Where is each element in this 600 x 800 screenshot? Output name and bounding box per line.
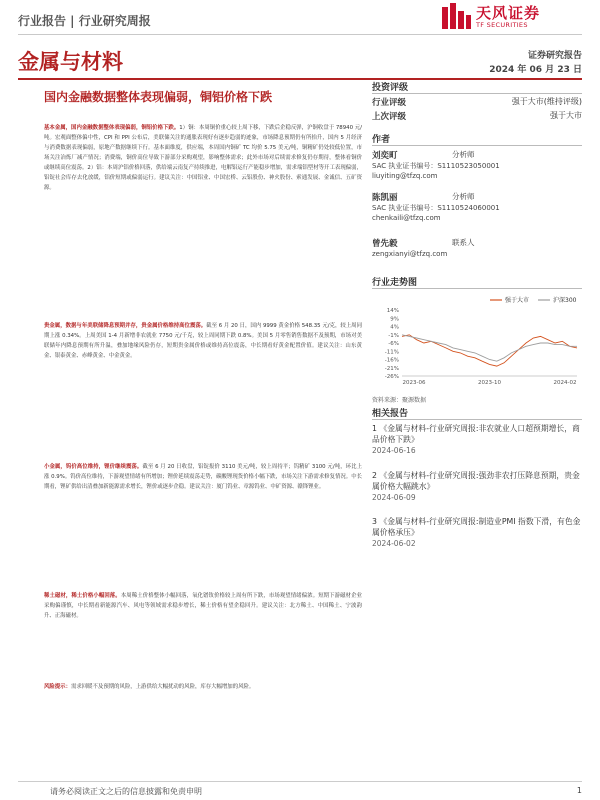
- paragraph-rare-earth: [44, 591, 362, 621]
- trend-section-title: 行业走势图: [372, 278, 418, 288]
- report-date: 2024 年 06 月 23 日: [489, 65, 582, 75]
- author-role: 分析师: [452, 150, 475, 159]
- page-number: 1: [576, 786, 582, 795]
- authors-section-title: 作者: [372, 135, 391, 145]
- related-report-title[interactable]: 2 《金属与材料-行业研究周报:强劲非农打压降息预期，贵金属价格大幅跳水》: [372, 471, 580, 491]
- paragraph-precious-metals: [44, 321, 362, 361]
- brand-name: 天风证券: [476, 4, 541, 22]
- section-divider: [372, 288, 582, 289]
- legend-label: 沪深300: [553, 297, 577, 304]
- footer-divider: [18, 781, 582, 782]
- y-tick-label: 4%: [390, 324, 399, 331]
- paragraph-text: 1）铜：本周铜价重心较上周下移，下跌后企稳反弹，沪铜收盘于 78940 元/吨。宏观面整体偏中性，CPI 和 PPI 公布后，美联储关注的通胀表现好有逐步趋弱的迹象，市场降息预期仍有所抬升，国内 5 月经济与消费数据表现偏弱，原地产数据继续下行。基本面维度，供应端，本周国内铜矿 TC 均价 5.75 美元/吨，铜精矿仍处较低位置，市场关注冶炼厂减产情况；消费端，铜价高位导致下游部分采购观望，影响整体需求；此外市场对后续需求修复仍存期待，整体看铜价或继续高位震荡。2）铝：本周沪铝价格回落，供给端云南复产持续推进，电解铝运行产能稳步增加，需求端铝型材等开工表现偏弱，铝锭社会库存去化放缓，铝价短期或偏弱运行。建议关注：中国铝业、中国宏桥、云铝股份、神火股份、索通发展、金诚信、五矿资源。: [44, 125, 362, 191]
- report-type: 证券研究报告: [527, 51, 582, 61]
- paragraph-text: 本周稀土价格整体小幅回落，氧化镨钕价格较上周有所下跌，市场观望情绪偏浓。短期下游磁材企业采购偏谨慎，中长期看新能源汽车、风电等领域需求稳步增长，稀土价格有望企稳回升。建议关注：北方稀土、中国稀土、宁波韵升、正海磁材。: [44, 593, 362, 619]
- series-line: [402, 335, 577, 361]
- header-divider: [18, 34, 582, 35]
- related-report-item[interactable]: [372, 423, 582, 456]
- x-tick-label: 2023-06: [402, 380, 426, 386]
- paragraph-lead: 小金属，钨价高位维持，锂价继续震荡。: [44, 464, 143, 470]
- paragraph-text: 截至 6 月 20 日收盘，铝锭报价 3110 美元/吨，较上周持平；钨精矿 3100 元/吨，环比上涨 0.9%。钨价高位维持，下游观望情绪有所增加；锂价延续震荡走势，碳酸锂现货价格小幅下跌，市场关注下游需求修复情况。中长期看，锂矿供给出清叠加新能源需求增长，锂价或逐步企稳。建议关注：厦门钨业、章源钨业、中矿资源、赣锋锂业。: [44, 464, 362, 490]
- tf-logo-icon: [440, 3, 472, 31]
- y-tick-label: -16%: [384, 357, 399, 364]
- related-report-title[interactable]: 3 《金属与材料-行业研究周报:制造业PMI 指数下滑，有色金属价格承压》: [372, 517, 581, 537]
- previous-rating-row: [372, 110, 582, 122]
- author-card: [372, 237, 582, 263]
- previous-rating-label: 上次评级: [372, 112, 407, 122]
- x-tick-label: 2023-10: [478, 380, 501, 386]
- author-name: 曾先毅: [372, 239, 398, 249]
- section-divider: [372, 419, 582, 420]
- related-report-title[interactable]: 1 《金属与材料-行业研究周报:非农就业人口超预期增长，商品价格下跌》: [372, 424, 580, 444]
- paragraph-text: 需求回暖不及预期的风险，上游供给大幅扰动的风险，库存大幅增加的风险。: [70, 684, 255, 690]
- author-certificate: SAC 执业证书编号：S1110524060001: [372, 204, 500, 212]
- industry-rating-value: 强于大市(维持评级): [511, 97, 582, 106]
- author-card: [372, 191, 582, 227]
- paragraph-risk-warning: [44, 682, 362, 692]
- paragraph-lead: 贵金属，数据与年美联储降息预期并存，贵金属价格维持高位震荡。: [44, 323, 207, 329]
- section-divider: [372, 93, 582, 94]
- paragraph-minor-metals: [44, 462, 362, 492]
- chart-source: 资料来源：聚源数据: [372, 397, 427, 404]
- related-report-item[interactable]: [372, 470, 582, 503]
- author-card: [372, 149, 582, 185]
- report-category-label: 行业报告 | 行业研究周报: [18, 14, 151, 28]
- related-report-date: 2024-06-16: [372, 446, 416, 455]
- y-tick-label: -1%: [388, 332, 399, 339]
- author-certificate: SAC 执业证书编号：S1110523050001: [372, 162, 500, 170]
- paragraph-lead: 基本金属，国内金融数据整体表现偏弱，铜铝价格下跌。: [44, 125, 180, 131]
- related-report-date: 2024-06-02: [372, 539, 416, 548]
- disclaimer-note: 请务必阅读正文之后的信息披露和免责申明: [50, 787, 202, 796]
- report-headline: 国内金融数据整体表现偏弱，铜铝价格下跌: [44, 90, 273, 104]
- paragraph-lead: 风险提示：: [44, 684, 71, 690]
- paragraph-base-metals: [44, 123, 362, 193]
- author-name: 刘奕町: [372, 151, 398, 161]
- previous-rating-value: 强于大市: [550, 111, 582, 120]
- y-tick-label: 9%: [390, 316, 399, 323]
- related-report-date: 2024-06-09: [372, 493, 416, 502]
- industry-rating-row: [372, 96, 582, 108]
- industry-title: 金属与材料: [18, 50, 123, 74]
- paragraph-lead: 稀土磁材，稀土价格小幅回落。: [44, 593, 121, 599]
- author-role: 联系人: [452, 238, 475, 247]
- industry-trend-chart: [372, 292, 582, 392]
- paragraph-text: 截至 6 月 20 日，国内 9999 黄金价格 548.35 元/克，较上周同期上涨 0.34%。上周美国 1-4 月新增非农就业 7750 元/千克，较上周同期下跌 0.8%。美国 5 月零售销售数据不及预期，市场对美联储年内降息预期有所升温，叠加地缘风险仍存，短期贵金属价格或维持高位震荡，中长期看好黄金配置价值。建议关注：山东黄金、银泰黄金、赤峰黄金、中金黄金。: [44, 323, 362, 359]
- y-tick-label: -11%: [384, 349, 399, 356]
- author-email[interactable]: liuyiting@tfzq.com: [372, 172, 438, 180]
- y-tick-label: -21%: [384, 365, 399, 372]
- author-email[interactable]: chenkaili@tfzq.com: [372, 214, 441, 222]
- author-name: 陈凯丽: [372, 193, 398, 203]
- series-line: [402, 335, 577, 366]
- y-tick-label: 14%: [386, 308, 399, 314]
- related-report-item[interactable]: [372, 516, 582, 549]
- brand-name-en: TF SECURITIES: [476, 21, 528, 29]
- rating-section-title: 投资评级: [372, 83, 409, 93]
- section-divider: [372, 145, 582, 146]
- y-tick-label: -6%: [388, 341, 399, 347]
- x-tick-label: 2024-02: [553, 380, 577, 386]
- y-tick-label: -26%: [384, 374, 399, 380]
- author-role: 分析师: [452, 192, 475, 201]
- author-email[interactable]: zengxianyi@tfzq.com: [372, 250, 448, 258]
- legend-label: 强于大市: [505, 297, 530, 304]
- industry-rating-label: 行业评级: [372, 98, 407, 108]
- related-section-title: 相关报告: [372, 409, 409, 419]
